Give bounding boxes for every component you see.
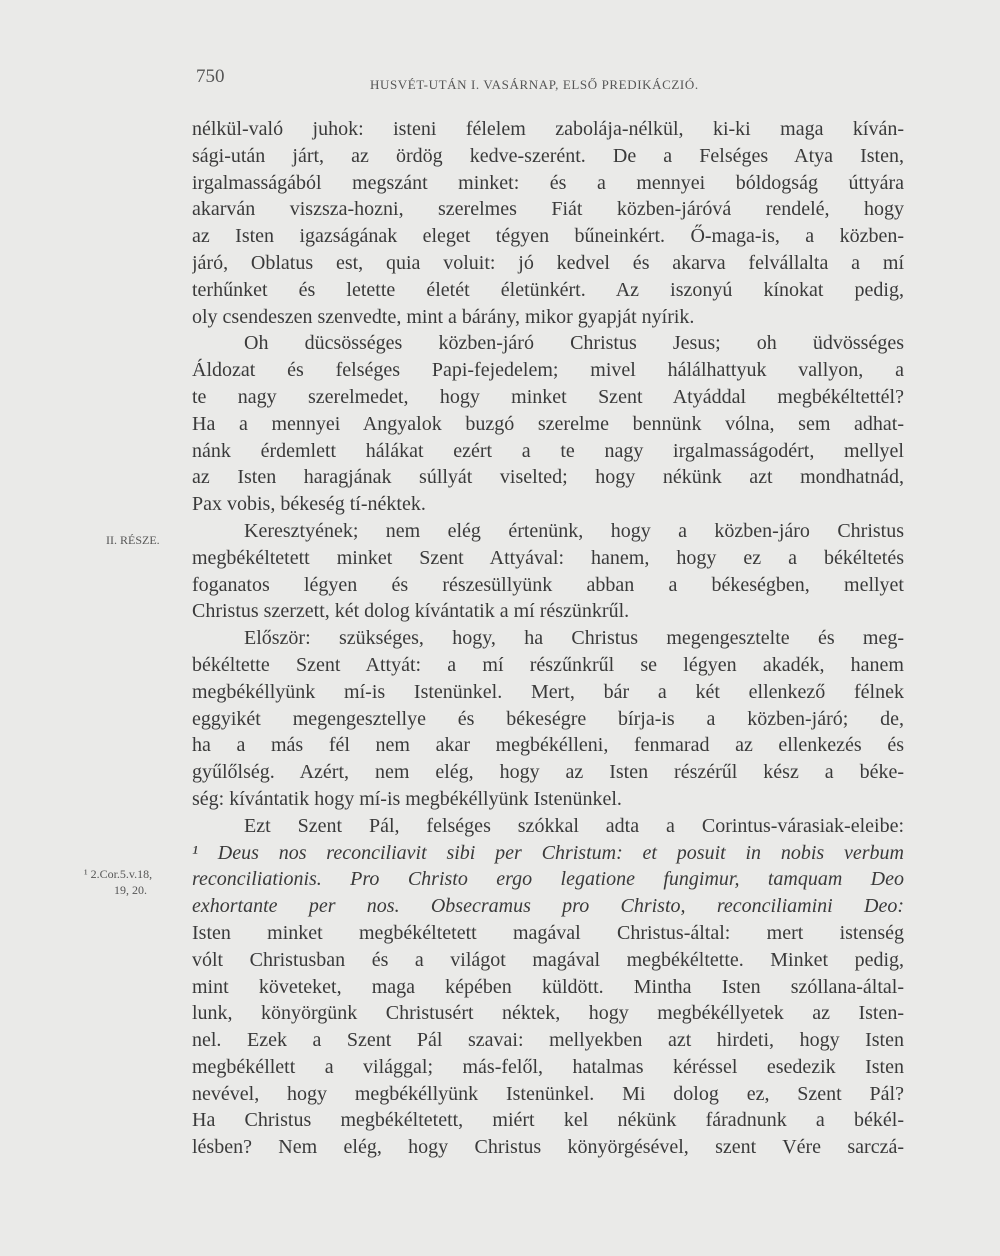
margin-note-reference-cont: 19, 20. (114, 883, 147, 897)
margin-note-reference: ¹ 2.Cor.5.v.18, (84, 867, 153, 881)
text-line: megbékéllett a világgal; más-felől, hatalmas kéréssel esedezik Isten (192, 1055, 904, 1078)
text-line: nel. Ezek a Szent Pál szavai: mellyekben azt hirdeti, hogy Isten (192, 1029, 904, 1052)
text-line: nélkül-való juhok: isteni félelem zabolája-nélkül, ki-ki maga kíván- (192, 118, 904, 140)
text-line: nevével, hogy megbékéllyünk Istenünkel. Mi dolog ez, Szent Pál? (192, 1082, 904, 1105)
text-line: Isten minket megbékéltetett magával Christus-által: mert istenség (192, 921, 904, 944)
text-line: ség: kívántatik hogy mí-is megbékéllyünk Istenünkel. (192, 787, 622, 810)
text-line: nánk érdemlett hálákat ezért a te nagy irgalmasságodért, mellyel (192, 439, 904, 462)
text-line: oly csendeszen szenvedte, mint a bárány, mikor gyapját nyírik. (192, 305, 695, 328)
text-line: mint követeket, maga képében küldött. Mintha Isten szóllana-által- (192, 975, 904, 998)
text-line: az Isten igazságának eleget tégyen bűneinkért. Ő-maga-is, a közben- (192, 225, 904, 248)
text-line: járó, Oblatus est, quia voluit: jó kedvel és akarva felvállalta a mí (192, 251, 904, 274)
text-line: Ezt Szent Pál, felséges szókkal adta a Corintus-várasiak-eleibe: (244, 814, 904, 837)
text-line: Ha Christus megbékéltetett, miért kel nékünk fáradnunk a békél- (192, 1109, 904, 1132)
text-line: vólt Christusban és a világot magával megbékéltette. Minket pedig, (192, 948, 904, 971)
text-line: Oh dücsösséges közben-járó Christus Jesus; oh üdvösséges (244, 332, 904, 355)
text-line: Áldozat és felséges Papi-fejedelem; mivel hálálhattyuk vallyon, a (192, 359, 904, 382)
text-line: Először: szükséges, hogy, ha Christus megengesztelte és meg- (244, 627, 904, 650)
running-title: HUSVÉT-UTÁN I. VASÁRNAP, ELSŐ PREDIKÁCZIÓ. (370, 77, 699, 92)
text-line: akarván viszsza-hozni, szerelmes Fiát közben-járóvá rendelé, hogy (192, 198, 904, 221)
text-line: békéltette Szent Attyát: a mí részűnkrűl se légyen akadék, hanem (192, 653, 904, 676)
text-line: eggyikét megengesztellye és békeségre bírja-is a közben-járó; de, (192, 707, 904, 730)
text-line: lésben? Nem elég, hogy Christus könyörgésével, szent Vére sarczá- (192, 1136, 904, 1159)
text-line: foganatos légyen és részesüllyünk abban a békeségben, mellyet (192, 573, 904, 596)
text-line: sági-után járt, az ördög kedve-szerént. De a Felséges Atya Isten, (192, 144, 904, 167)
text-line: irgalmasságából megszánt minket: és a mennyei bóldogság úttyára (192, 171, 904, 194)
text-line: ha a más fél nem akar megbékélleni, fenmarad az ellenkezés és (192, 734, 904, 757)
text-line: Christus szerzett, két dolog kívántatik a mí részünkrűl. (192, 600, 630, 623)
text-line: terhűnket és letette életét életünkért. Az iszonyú kínokat pedig, (192, 278, 904, 301)
text-line: Ha a mennyei Angyalok buzgó szerelme bennünk vólna, sem adhat- (192, 412, 904, 435)
text-line: reconciliationis. Pro Christo ergo legatione fungimur, tamquam Deo (192, 868, 904, 891)
text-line: exhortante per nos. Obsecramus pro Christo, reconciliamini Deo: (192, 895, 904, 918)
text-line: megbékéltetett minket Szent Attyával: hanem, hogy ez a békéltetés (192, 546, 904, 569)
text-line: megbékéllyünk mí-is Istenünkel. Mert, bár a két ellenkező félnek (192, 680, 904, 703)
text-line: lunk, könyörgünk Christusért néktek, hogy megbékéllyetek az Isten- (192, 1002, 904, 1025)
text-line: gyűlőlség. Azért, nem elég, hogy az Isten részérűl kész a béke- (192, 761, 904, 784)
page-number: 750 (196, 66, 225, 87)
text-line: Pax vobis, békeség tí-néktek. (192, 493, 426, 516)
text-line: te nagy szerelmedet, hogy minket Szent Atyáddal megbékéltettél? (192, 385, 904, 408)
margin-note-part: II. RÉSZE. (106, 533, 160, 547)
body-text (192, 116, 904, 1161)
text-line: Keresztyének; nem elég értenünk, hogy a közben-járo Christus (244, 519, 904, 542)
text-line: az Isten haragjának súllyát viselted; hogy nékünk azt mondhatnád, (192, 466, 904, 489)
text-line: ¹ Deus nos reconciliavit sibi per Christum: et posuit in nobis verbum (192, 841, 904, 864)
